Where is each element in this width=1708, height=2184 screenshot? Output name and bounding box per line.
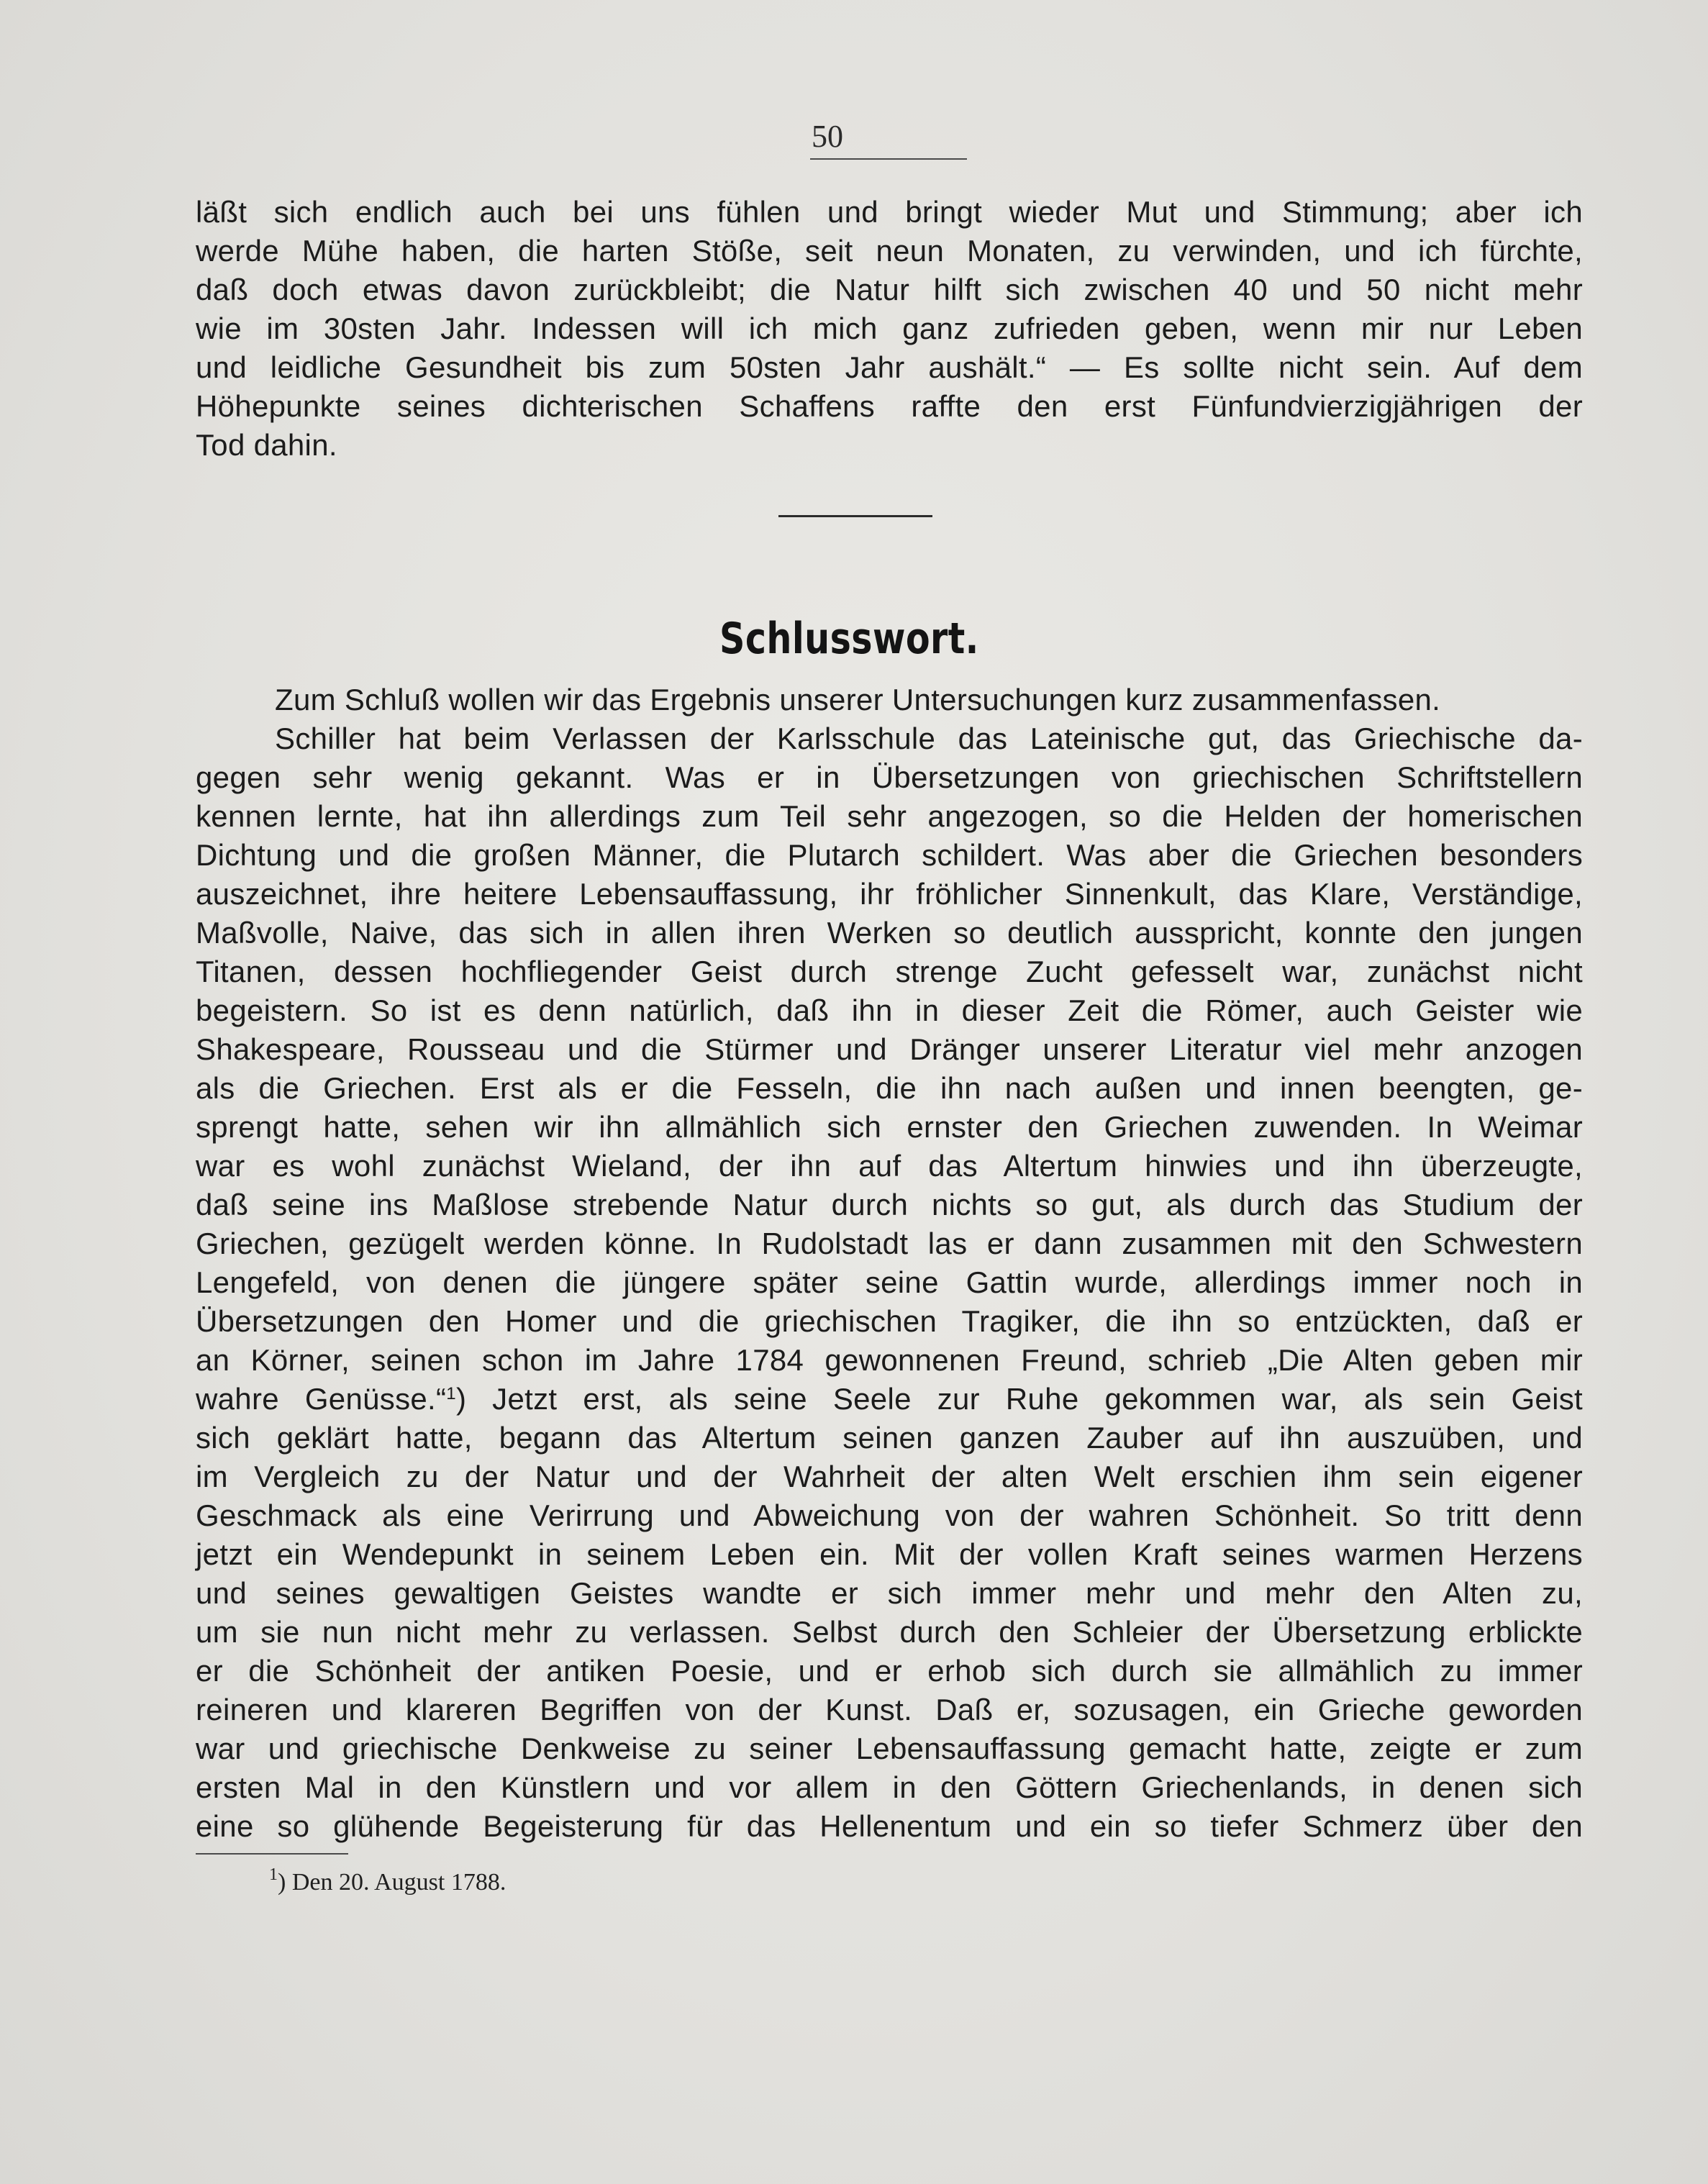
text-line: reineren und klareren Begriffen von der Kunst. Daß er, sozusagen, ein Grieche geworden [196, 1693, 1583, 1726]
text-line-with-footnote-ref [196, 1380, 1583, 1419]
text-line: eine so glühende Begeisterung für das Hellenentum und ein so tiefer Schmerz über den [196, 1809, 1583, 1843]
text-line: auszeichnet, ihre heitere Lebensauffassung, ihr fröhlicher Sinnenkult, das Klare, Verständige, [196, 877, 1583, 911]
text-fragment: wahre Genüsse.“ [196, 1382, 447, 1416]
text-line: war und griechische Denkweise zu seiner Lebensauffassung gemacht hatte, zeigte er zum [196, 1732, 1583, 1765]
footnote-text: ) Den 20. August 1788. [278, 1869, 507, 1896]
footnote-reference: 1 [446, 1384, 456, 1403]
text-line: um sie nun nicht mehr zu verlassen. Selbst durch den Schleier der Übersetzung erblickte [196, 1615, 1583, 1649]
text-line: als die Griechen. Erst als er die Fesseln, die ihn nach außen und innen beengten, ge- [196, 1071, 1583, 1105]
text-line: wie im 30sten Jahr. Indessen will ich mich ganz zufrieden geben, wenn mir nur Leben [196, 311, 1583, 345]
text-line: jetzt ein Wendepunkt in seinem Leben ein. Mit der vollen Kraft seines warmen Herzens [196, 1537, 1583, 1571]
text-line: daß seine ins Maßlose strebende Natur durch nichts so gut, als durch das Studium der [196, 1188, 1583, 1221]
text-line: Lengefeld, von denen die jüngere später seine Gattin wurde, allerdings immer noch in [196, 1265, 1583, 1299]
text-line: Dichtung und die großen Männer, die Plutarch schildert. Was aber die Griechen besonders [196, 838, 1583, 872]
footnote [269, 1865, 701, 1901]
text-line: sprengt hatte, sehen wir ihn allmählich sich ernster den Griechen zuwenden. In Weimar [196, 1110, 1583, 1144]
footnote-rule [196, 1853, 348, 1855]
text-line: läßt sich endlich auch bei uns fühlen und bringt wieder Mut und Stimmung; aber ich [196, 195, 1583, 229]
page-number-rule [810, 158, 967, 160]
text-line: werde Mühe haben, die harten Stöße, seit neun Monaten, zu verwinden, und ich fürchte, [196, 234, 1583, 268]
text-line: Zum Schluß wollen wir das Ergebnis unserer Untersuchungen kurz zusammenfassen. [275, 683, 1441, 716]
text-line: er die Schönheit der antiken Poesie, und er erhob sich durch sie allmählich zu immer [196, 1654, 1583, 1688]
text-line: kennen lernte, hat ihn allerdings zum Teil sehr angezogen, so die Helden der homerischen [196, 799, 1583, 833]
text-line: war es wohl zunächst Wieland, der ihn auf das Altertum hinwies und ihn überzeugte, [196, 1149, 1583, 1183]
text-line: Titanen, dessen hochfliegender Geist durch strenge Zucht gefesselt war, zunächst nicht [196, 955, 1583, 988]
text-line: begeistern. So ist es denn natürlich, daß ihn in dieser Zeit die Römer, auch Geister wie [196, 993, 1583, 1027]
section-heading: Schlusswort. [719, 614, 979, 664]
page-number: 50 [812, 119, 843, 154]
text-line: Höhepunkte seines dichterischen Schaffens raffte den erst Fünfundvierzigjährigen der [196, 389, 1583, 423]
text-line: Schiller hat beim Verlassen der Karlsschule das Lateinische gut, das Griechische da- [275, 722, 1583, 755]
text-line: Griechen, gezügelt werden könne. In Rudolstadt las er dann zusammen mit den Schwestern [196, 1227, 1583, 1260]
footnote-marker: 1 [269, 1865, 278, 1884]
section-divider [778, 515, 932, 517]
text-line: ersten Mal in den Künstlern und vor allem in den Göttern Griechenlands, in denen sich [196, 1770, 1583, 1804]
text-line: und seines gewaltigen Geistes wandte er sich immer mehr und mehr den Alten zu, [196, 1576, 1583, 1610]
text-line: an Körner, seinen schon im Jahre 1784 gewonnenen Freund, schrieb „Die Alten geben mir [196, 1343, 1583, 1377]
text-line: Shakespeare, Rousseau und die Stürmer und Dränger unserer Literatur viel mehr anzogen [196, 1032, 1583, 1066]
text-line: Tod dahin. [196, 428, 337, 462]
text-fragment: ) Jetzt erst, als seine Seele zur Ruhe gekommen war, als sein Geist [455, 1382, 1583, 1416]
text-line: daß doch etwas davon zurückbleibt; die Natur hilft sich zwischen 40 und 50 nicht mehr [196, 273, 1583, 306]
text-line: im Vergleich zu der Natur und der Wahrheit der alten Welt erschien ihm sein eigener [196, 1460, 1583, 1493]
text-line: sich geklärt hatte, begann das Altertum seinen ganzen Zauber auf ihn auszuüben, und [196, 1421, 1583, 1455]
text-line: Übersetzungen den Homer und die griechischen Tragiker, die ihn so entzückten, daß er [196, 1304, 1583, 1338]
text-line: gegen sehr wenig gekannt. Was er in Übersetzungen von griechischen Schriftstellern [196, 760, 1583, 794]
text-line: Geschmack als eine Verirrung und Abweichung von der wahren Schönheit. So tritt denn [196, 1498, 1583, 1532]
text-line: und leidliche Gesundheit bis zum 50sten Jahr aushält.“ — Es sollte nicht sein. Auf dem [196, 350, 1583, 384]
text-line: Maßvolle, Naive, das sich in allen ihren Werken so deutlich ausspricht, konnte den jungen [196, 916, 1583, 950]
